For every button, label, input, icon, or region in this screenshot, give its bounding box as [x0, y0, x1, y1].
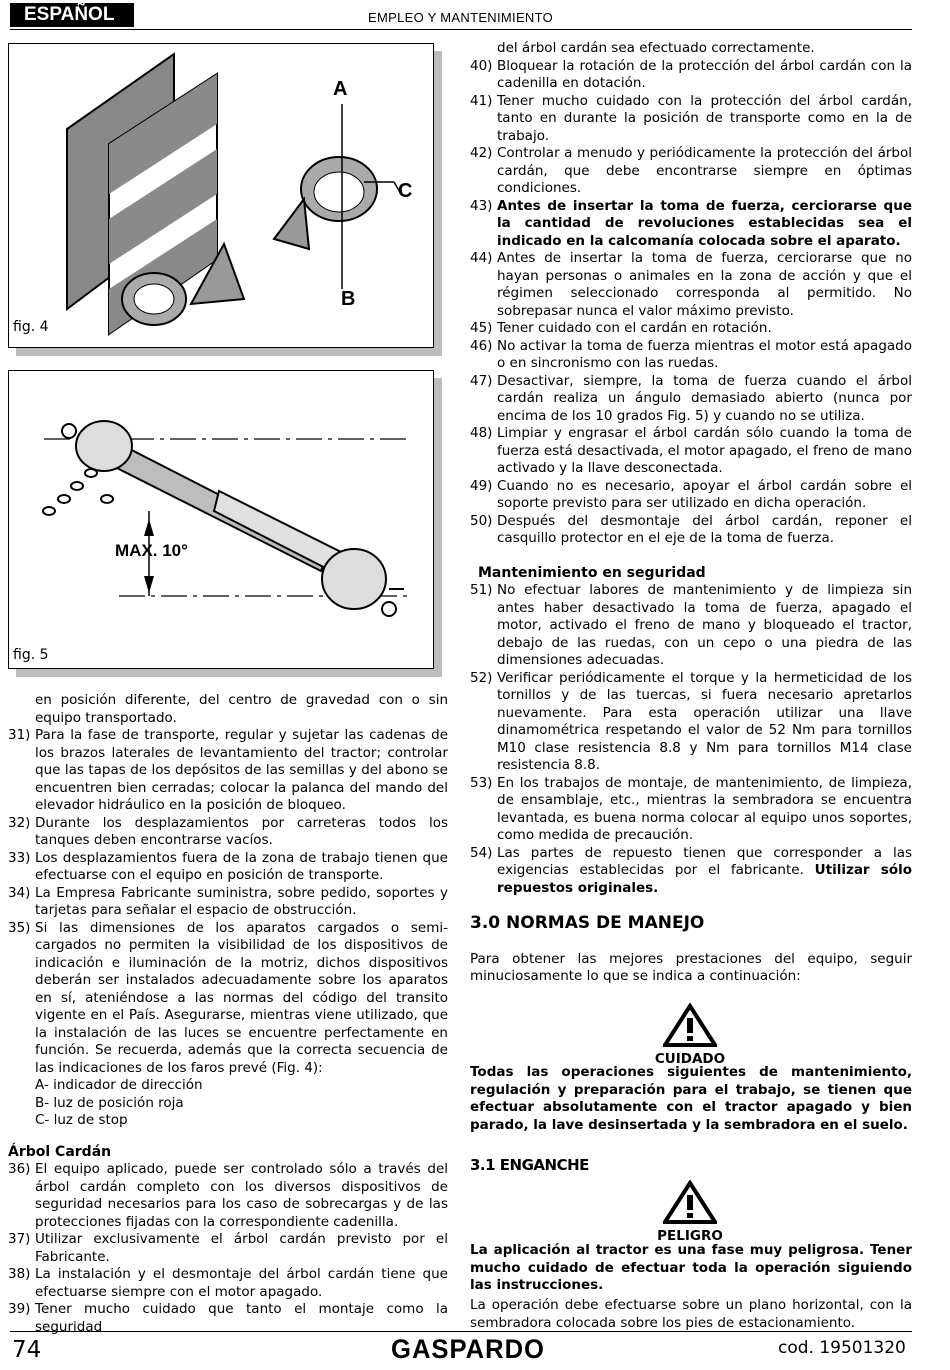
max-angle-label: MAX. 10°: [115, 541, 188, 560]
list-item: 31) Para la fase de transporte, regular y sujetar las cadenas de los brazos laterales de levantamiento del tractor; controlar que las tapas de los depósitos de las semillas y del abono se encuentren bien cerradas; colocar la palanca del mando del elevador hidráulico en la posición de bloqueo.: [8, 727, 448, 813]
fig4-label-b: B: [341, 288, 356, 310]
list-item: 36) El equipo aplicado, puede ser controlado sólo a través del árbol cardán completo con los diversos dispositivos de seguridad necesarios para los caso de sobrecargas y de las protecciones fijadas con la correspondiente cadenilla.: [8, 1161, 448, 1230]
cardan-heading: Árbol Cardán: [8, 1143, 112, 1160]
caution-label: CUIDADO: [654, 1051, 726, 1067]
list-item: 44) Antes de insertar la toma de fuerza, cerciorarse que no hayan personas o animales en la zona de acción y que el régimen seleccionado corresponda al permitido. No sobrepasar nunca el valor máximo previsto.: [470, 250, 912, 319]
list-item: 50) Después del desmontaje del árbol cardán, reponer el casquillo protector en el eje de la toma de fuerza.: [470, 512, 912, 546]
section-title: 3.0 NORMAS DE MANEJO: [470, 913, 705, 933]
brand-logo: GASPARDO: [391, 1334, 545, 1364]
light-item: B- luz de posición roja: [35, 1094, 184, 1111]
fig5-caption: fig. 5: [13, 647, 49, 663]
list-item: 41) Tener mucho cuidado con la protección del árbol cardán, tanto en durante la posición de transporte como en la de trabajo.: [470, 92, 912, 144]
light-item: A- indicador de dirección: [35, 1077, 203, 1093]
list-item: 33) Los desplazamientos fuera de la zona de trabajo tienen que efectuarse con el equipo en posición de transporte.: [8, 849, 448, 883]
fig4-label-c: C: [398, 180, 413, 202]
list-item: 32) Durante los desplazamientos por carreteras todos los tanques deben encontrarse vacíos.: [8, 814, 448, 848]
list-item: 40) Bloquear la rotación de la protección del árbol cardán con la cadenilla en dotación.: [470, 57, 912, 91]
list-item: del árbol cardán sea efectuado correctamente.: [497, 40, 815, 56]
left-column: [8, 692, 448, 1336]
list-item: 52) Verificar periódicamente el torque y la hermeticidad de los tornillos y de las tuercas, si fuera necesario apretarlos nuevamente. Para esta operación utilizar una llave dinamométrica respetando el valor de 52 Nm para tornillos M10 clase resistencia 8.8 y Nm para tornillos M14 clase resistencia 8.8.: [470, 669, 912, 773]
figure-4: [8, 43, 434, 348]
caution-text: Todas las operaciones siguientes de mantenimiento, regulación y preparación para el trabajo, se tienen que efectuar absolutamente con el tractor apagado y bien parado, la lave desinsertada y la sembradora en el suelo.: [470, 1064, 912, 1133]
list-item: 51) No efectuar labores de mantenimiento y de limpieza sin antes haber desactivado la toma de fuerza, apagado el motor, activado el freno de mano y bloqueado el tractor, debajo de las ruedas, con un cepo o una piedra de las dimensiones adecuadas.: [470, 582, 912, 668]
right-column: [470, 40, 912, 986]
cardan-shaft-illustration: [9, 371, 433, 668]
list-item: 46) No activar la toma de fuerza mientras el motor está apagado o en sincronismo con las ruedas.: [470, 337, 912, 371]
final-text: La operación debe efectuarse sobre un plano horizontal, con la sembradora colocada sobre los pies de estacionamiento.: [470, 1297, 912, 1331]
list-item: 43) Antes de insertar la toma de fuerza, cerciorarse que la cantidad de revoluciones establecidas sea el indicado en la calcomanía colocada sobre el aparato.: [470, 197, 912, 249]
warning-triangle-icon: [663, 1180, 717, 1224]
list-item: 47) Desactivar, siempre, la toma de fuerza cuando el árbol cardán realiza un ángulo demasiado abierto (nunca por encima de los 10 grados Fig. 5) y cuando no se utiliza.: [470, 372, 912, 424]
list-item: 45) Tener cuidado con el cardán en rotación.: [470, 320, 772, 336]
list-item: 53) En los trabajos de montaje, de mantenimiento, de limpieza, de ensamblaje, etc., mientras la sembradora se encuentra levantada, es buena norma colocar al equipo unos soportes, como medida de precaución.: [470, 774, 912, 843]
page-number: 74: [12, 1337, 42, 1363]
caution-sign: [650, 1003, 730, 1067]
list-item: 49) Cuando no es necesario, apoyar el árbol cardán sobre el soporte previsto para ser utilizado en dicha operación.: [470, 477, 912, 511]
list-item: en posición diferente, del centro de gravedad con o sin equipo transportado.: [35, 692, 448, 726]
header-rule: [10, 29, 912, 30]
list-item: 37) Utilizar exclusivamente el árbol cardán previsto por el Fabricante.: [8, 1231, 448, 1265]
tail-lights-illustration: [9, 44, 433, 347]
figure-5: [8, 370, 434, 669]
language-tab: ESPAÑOL: [10, 3, 134, 27]
footer-rule: [10, 1331, 912, 1332]
subsection-title: 3.1 ENGANCHE: [470, 1156, 589, 1174]
danger-sign: [650, 1180, 730, 1244]
document-code: cod. 19501320: [778, 1338, 906, 1358]
light-item: C- luz de stop: [35, 1112, 128, 1128]
list-item: 48) Limpiar y engrasar el árbol cardán sólo cuando la toma de fuerza está desactivada, el motor apagado, el freno de mano activado y la llave desconectada.: [470, 425, 912, 476]
fig4-caption: fig. 4: [13, 319, 49, 335]
danger-label: PELIGRO: [657, 1228, 723, 1244]
maintenance-heading: Mantenimiento en seguridad: [478, 564, 706, 581]
list-item: 42) Controlar a menudo y periódicamente la protección del árbol cardán, que debe encontrarse siempre en óptimas condiciones.: [470, 145, 912, 196]
list-item: 35) Si las dimensiones de los aparatos cargados o semi- cargados no permiten la visibilidad de los dispositivos de indicación e iluminación de la motriz, dichos dispositivos deberán ser instalados adecuadamente sobre los aparatos en sí, ateniéndose a las normas del código del transito vigente en el País. Asegurarse, mientras viene utilizado, que la instalación de las luces se encuentre perfectamente en función. Se recuerda, además que la correcta secuencia de las indicaciones de los faros prevé (Fig. 4):: [8, 919, 448, 1076]
danger-text: La aplicación al tractor es una fase muy peligrosa. Tener mucho cuidado de efectuar toda la operación siguiendo las instrucciones.: [470, 1242, 912, 1293]
list-item: 34) La Empresa Fabricante suministra, sobre pedido, soportes y tarjetas para señalar el espacio de obstrucción.: [8, 884, 448, 918]
list-item: 54) Las partes de repuesto tienen que corresponder a las exigencias establecidas por el fabricante. Utilizar sólo repuestos originales.: [470, 844, 912, 896]
section-intro: Para obtener las mejores prestaciones del equipo, seguir minuciosamente lo que se indica a continuación:: [470, 950, 912, 984]
fig4-label-a: A: [333, 78, 348, 100]
header-title: EMPLEO Y MANTENIMIENTO: [368, 10, 554, 25]
warning-triangle-icon: [663, 1003, 717, 1047]
list-item: 38) La instalación y el desmontaje del árbol cardán tiene que efectuarse siempre con el motor apagado.: [8, 1266, 448, 1300]
list-item: 39) Tener mucho cuidado que tanto el montaje como la seguridad: [8, 1301, 448, 1335]
